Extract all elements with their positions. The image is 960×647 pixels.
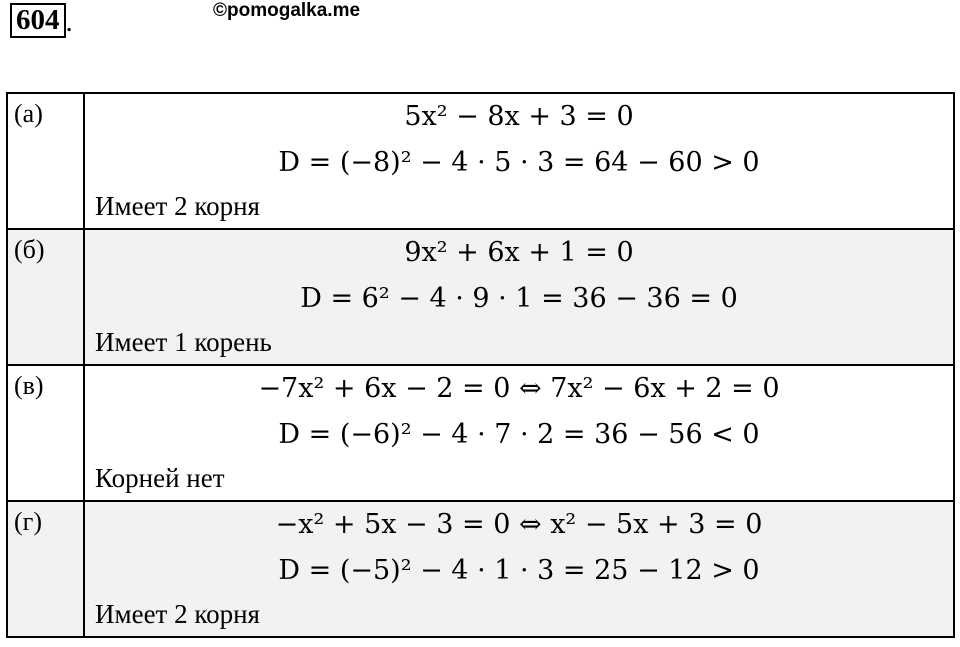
equation: 5x² − 8x + 3 = 0 xyxy=(404,101,634,132)
conclusion: Имеет 1 корень xyxy=(95,327,272,357)
equation: 9x² + 6x + 1 = 0 xyxy=(404,237,634,268)
table-row xyxy=(7,501,954,637)
table-row xyxy=(7,93,954,229)
row-label: (в) xyxy=(7,365,84,501)
discriminant: D = (−5)² − 4 · 1 · 3 = 25 − 12 > 0 xyxy=(278,555,760,586)
row-label: (а) xyxy=(7,93,84,229)
solution-cell xyxy=(84,501,954,637)
problem-number-suffix: . xyxy=(65,6,73,38)
equation: −7x² + 6x − 2 = 0 ⇔ 7x² − 6x + 2 = 0 xyxy=(258,373,780,404)
problem-number xyxy=(10,4,73,38)
solution-cell xyxy=(84,365,954,501)
solution-cell xyxy=(84,93,954,229)
conclusion: Имеет 2 корня xyxy=(95,191,260,221)
conclusion: Имеет 2 корня xyxy=(95,599,260,629)
table-row xyxy=(7,229,954,365)
conclusion: Корней нет xyxy=(95,463,225,493)
discriminant: D = (−8)² − 4 · 5 · 3 = 64 − 60 > 0 xyxy=(278,147,760,178)
row-label: (г) xyxy=(7,501,84,637)
discriminant: D = 6² − 4 · 9 · 1 = 36 − 36 = 0 xyxy=(300,283,738,314)
solutions-table xyxy=(6,92,955,638)
problem-number-box: 604 xyxy=(10,3,66,38)
watermark: ©pomogalka.me xyxy=(213,0,361,21)
discriminant: D = (−6)² − 4 · 7 · 2 = 36 − 56 < 0 xyxy=(278,419,760,450)
table-row xyxy=(7,365,954,501)
equation: −x² + 5x − 3 = 0 ⇔ x² − 5x + 3 = 0 xyxy=(275,509,763,540)
solution-cell xyxy=(84,229,954,365)
row-label: (б) xyxy=(7,229,84,365)
